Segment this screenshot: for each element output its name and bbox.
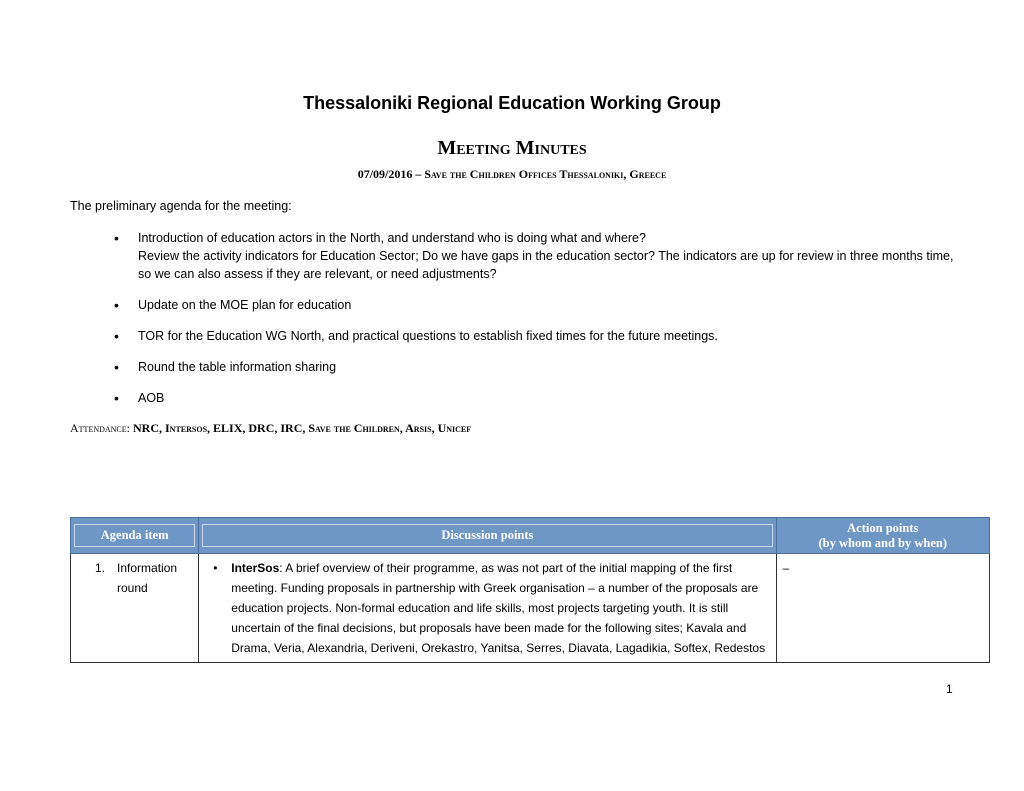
header-action-line1: Action points	[847, 520, 919, 535]
agenda-item	[70, 389, 960, 407]
header-action-points	[776, 518, 989, 554]
header-agenda-item: Agenda item	[71, 518, 199, 554]
header-action-line2: (by whom and by when)	[818, 535, 948, 550]
discussion-bullet	[205, 558, 769, 658]
agenda-item-text: • Round the table information sharing	[138, 360, 337, 374]
attendance	[70, 421, 471, 436]
minutes-table	[70, 517, 990, 663]
action-cell	[776, 554, 989, 663]
agenda-item-number: 1.	[95, 561, 106, 575]
agenda-item	[70, 229, 960, 283]
agenda-item-name: Information round	[117, 561, 178, 595]
agenda-item-text: • Introduction of education actors in the North, and understand who is doing what and where?	[138, 231, 646, 245]
agenda-item-text: • TOR for the Education WG North, and practical questions to establish fixed times for the future meetings.	[138, 329, 718, 343]
table-header-row	[71, 518, 990, 554]
agenda-item	[70, 296, 960, 314]
attendance-label: Attendance:	[70, 421, 130, 435]
agenda-item	[70, 327, 960, 345]
header-discussion-points: Discussion points	[199, 518, 776, 554]
attendance-list: NRC, Intersos, ELIX, DRC, IRC, Save the Children, Arsis, Unicef	[133, 421, 472, 435]
agenda-item-cell	[71, 554, 199, 663]
agenda-item-text: • AOB	[138, 391, 165, 405]
agenda-item	[70, 358, 960, 376]
organisation-name: InterSos	[231, 561, 280, 575]
agenda-item-text: Review the activity indicators for Education Sector; Do we have gaps in the education sector? The indicators are up for review in three months time, so we can also assess if they are relevant, or need adjustments?	[138, 249, 954, 281]
meeting-minutes-heading: Meeting Minutes	[437, 137, 587, 159]
discussion-cell	[199, 554, 776, 663]
page-number: 1	[946, 682, 953, 696]
table-row	[71, 554, 990, 663]
meeting-dateline: 07/09/2016 – Save the Children Offices Thessaloniki, Greece	[357, 167, 667, 181]
action-text: –	[782, 561, 790, 575]
discussion-text: : A brief overview of their programme, as was not part of the initial mapping of the first meeting. Funding proposals in partnership with Greek organisation – a number of the proposals are education projects. Non-formal education and life skills, most projects targeting youth. It is still uncertain of the final decisions, but proposals have been made for the following sites; Kavala and Drama, Veria, Alexandria, Deriveni, Orekastro, Yanitsa, Serres, Diavata, Lagadikia, Softex, Redestos	[231, 561, 766, 655]
agenda-intro: The preliminary agenda for the meeting:	[70, 199, 292, 213]
document-title: Thessaloniki Regional Education Working Group	[303, 93, 721, 113]
agenda-item-text: • Update on the MOE plan for education	[138, 298, 352, 312]
agenda-list	[70, 229, 960, 420]
